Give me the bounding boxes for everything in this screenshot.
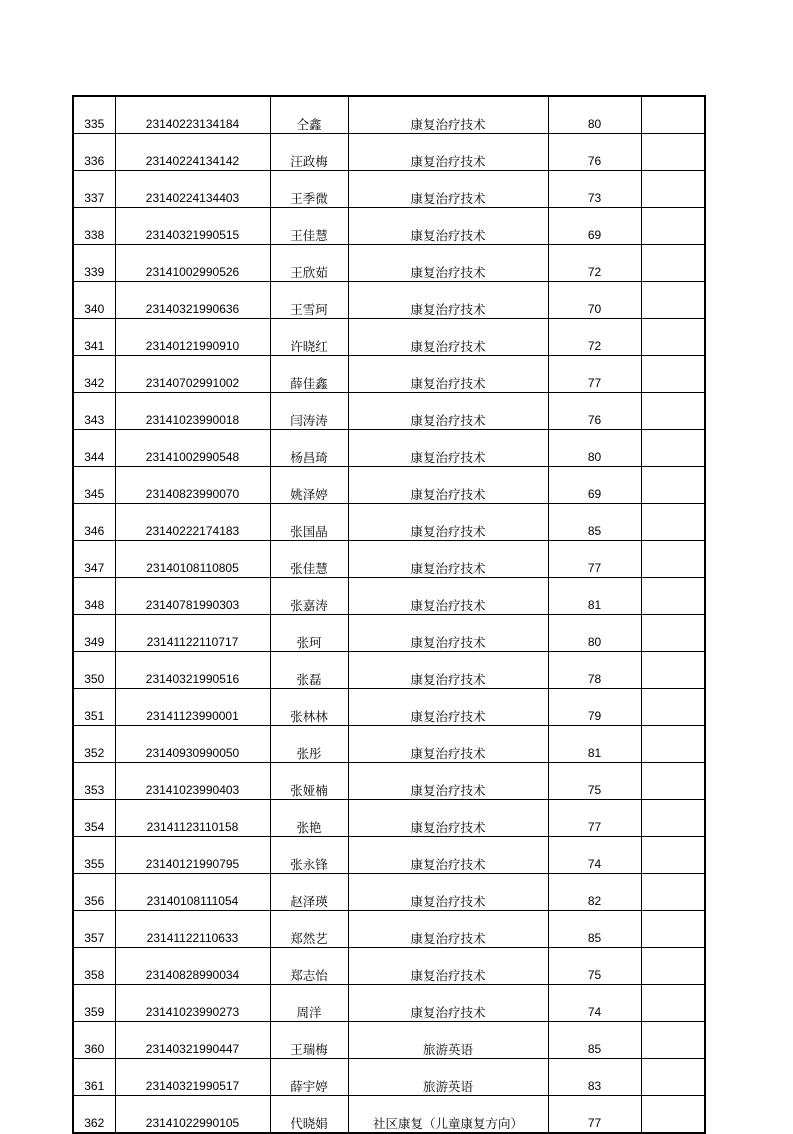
exam-id-cell: 23140108110805 [115,541,270,578]
note-cell [641,171,705,208]
student-name-cell: 王欣茹 [270,245,348,282]
student-name-cell: 闫涛涛 [270,393,348,430]
major-cell: 社区康复（儿童康复方向） [348,1096,548,1134]
student-name-cell: 王瑞梅 [270,1022,348,1059]
table-row [73,356,705,393]
exam-id-cell: 23140121990910 [115,319,270,356]
note-cell [641,282,705,319]
exam-id-cell: 23140108111054 [115,874,270,911]
major-cell: 康复治疗技术 [348,430,548,467]
table-row [73,911,705,948]
score-cell: 74 [548,985,641,1022]
note-cell [641,208,705,245]
exam-id-cell: 23140828990034 [115,948,270,985]
table-row [73,800,705,837]
exam-id-cell: 23140781990303 [115,578,270,615]
score-cell: 80 [548,615,641,652]
table-row [73,726,705,763]
seq-number-cell: 347 [73,541,115,578]
score-cell: 80 [548,430,641,467]
note-cell [641,652,705,689]
note-cell [641,1096,705,1134]
table-row [73,985,705,1022]
table-row [73,652,705,689]
exam-id-cell: 23141122110633 [115,911,270,948]
student-name-cell: 张娅楠 [270,763,348,800]
exam-id-cell: 23141123990001 [115,689,270,726]
score-cell: 82 [548,874,641,911]
major-cell: 康复治疗技术 [348,615,548,652]
note-cell [641,96,705,134]
table-row [73,541,705,578]
note-cell [641,356,705,393]
major-cell: 康复治疗技术 [348,911,548,948]
major-cell: 康复治疗技术 [348,319,548,356]
score-cell: 79 [548,689,641,726]
seq-number-cell: 339 [73,245,115,282]
major-cell: 康复治疗技术 [348,208,548,245]
exam-id-cell: 23141002990526 [115,245,270,282]
table-row [73,467,705,504]
score-cell: 77 [548,541,641,578]
seq-number-cell: 337 [73,171,115,208]
major-cell: 旅游英语 [348,1059,548,1096]
table-row [73,208,705,245]
student-name-cell: 郑志怡 [270,948,348,985]
exam-id-cell: 23140223134184 [115,96,270,134]
note-cell [641,430,705,467]
seq-number-cell: 338 [73,208,115,245]
exam-id-cell: 23141022990105 [115,1096,270,1134]
table-row [73,578,705,615]
table-row [73,134,705,171]
major-cell: 康复治疗技术 [348,541,548,578]
student-name-cell: 薛宇婷 [270,1059,348,1096]
exam-id-cell: 23140321990515 [115,208,270,245]
table-row [73,948,705,985]
seq-number-cell: 357 [73,911,115,948]
score-cell: 85 [548,504,641,541]
score-cell: 77 [548,800,641,837]
score-cell: 69 [548,467,641,504]
major-cell: 康复治疗技术 [348,96,548,134]
table-row [73,245,705,282]
student-name-cell: 张嘉涛 [270,578,348,615]
seq-number-cell: 336 [73,134,115,171]
table-row [73,282,705,319]
note-cell [641,578,705,615]
student-name-cell: 薛佳鑫 [270,356,348,393]
note-cell [641,763,705,800]
student-name-cell: 张佳慧 [270,541,348,578]
student-name-cell: 赵泽瑛 [270,874,348,911]
seq-number-cell: 351 [73,689,115,726]
score-cell: 75 [548,763,641,800]
note-cell [641,393,705,430]
table-row [73,504,705,541]
table-row [73,763,705,800]
seq-number-cell: 353 [73,763,115,800]
score-cell: 83 [548,1059,641,1096]
major-cell: 康复治疗技术 [348,578,548,615]
note-cell [641,948,705,985]
major-cell: 康复治疗技术 [348,985,548,1022]
exam-id-cell: 23140222174183 [115,504,270,541]
major-cell: 康复治疗技术 [348,134,548,171]
seq-number-cell: 349 [73,615,115,652]
table-row [73,393,705,430]
seq-number-cell: 361 [73,1059,115,1096]
seq-number-cell: 346 [73,504,115,541]
major-cell: 康复治疗技术 [348,837,548,874]
score-cell: 72 [548,245,641,282]
student-name-cell: 王佳慧 [270,208,348,245]
student-name-cell: 张永锋 [270,837,348,874]
exam-id-cell: 23140121990795 [115,837,270,874]
student-name-cell: 王季微 [270,171,348,208]
exam-id-cell: 23140823990070 [115,467,270,504]
seq-number-cell: 340 [73,282,115,319]
note-cell [641,837,705,874]
exam-id-cell: 23141023990273 [115,985,270,1022]
score-cell: 73 [548,171,641,208]
table-row [73,837,705,874]
major-cell: 康复治疗技术 [348,171,548,208]
exam-id-cell: 23140930990050 [115,726,270,763]
note-cell [641,319,705,356]
note-cell [641,689,705,726]
score-table [72,95,706,1134]
exam-id-cell: 23140321990516 [115,652,270,689]
exam-id-cell: 23141023990403 [115,763,270,800]
table-row [73,615,705,652]
seq-number-cell: 348 [73,578,115,615]
major-cell: 康复治疗技术 [348,356,548,393]
table-row [73,171,705,208]
score-cell: 77 [548,1096,641,1134]
seq-number-cell: 344 [73,430,115,467]
note-cell [641,874,705,911]
note-cell [641,1059,705,1096]
student-name-cell: 仝鑫 [270,96,348,134]
score-cell: 81 [548,578,641,615]
major-cell: 旅游英语 [348,1022,548,1059]
seq-number-cell: 356 [73,874,115,911]
student-name-cell: 王雪珂 [270,282,348,319]
score-cell: 76 [548,134,641,171]
table-row [73,874,705,911]
score-cell: 85 [548,911,641,948]
note-cell [641,726,705,763]
student-name-cell: 周洋 [270,985,348,1022]
seq-number-cell: 335 [73,96,115,134]
exam-id-cell: 23140321990517 [115,1059,270,1096]
seq-number-cell: 341 [73,319,115,356]
major-cell: 康复治疗技术 [348,504,548,541]
seq-number-cell: 358 [73,948,115,985]
note-cell [641,985,705,1022]
note-cell [641,1022,705,1059]
table-row [73,1059,705,1096]
student-name-cell: 张艳 [270,800,348,837]
student-name-cell: 张珂 [270,615,348,652]
seq-number-cell: 343 [73,393,115,430]
note-cell [641,615,705,652]
table-row [73,1096,705,1134]
table-row [73,1022,705,1059]
note-cell [641,911,705,948]
major-cell: 康复治疗技术 [348,763,548,800]
score-cell: 85 [548,1022,641,1059]
major-cell: 康复治疗技术 [348,726,548,763]
major-cell: 康复治疗技术 [348,689,548,726]
note-cell [641,467,705,504]
seq-number-cell: 354 [73,800,115,837]
seq-number-cell: 362 [73,1096,115,1134]
score-cell: 80 [548,96,641,134]
exam-id-cell: 23141023990018 [115,393,270,430]
note-cell [641,541,705,578]
score-cell: 77 [548,356,641,393]
exam-id-cell: 23140321990636 [115,282,270,319]
major-cell: 康复治疗技术 [348,652,548,689]
student-name-cell: 张磊 [270,652,348,689]
student-name-cell: 许晓红 [270,319,348,356]
score-cell: 72 [548,319,641,356]
major-cell: 康复治疗技术 [348,467,548,504]
score-cell: 76 [548,393,641,430]
major-cell: 康复治疗技术 [348,393,548,430]
exam-id-cell: 23140224134403 [115,171,270,208]
student-name-cell: 姚泽婷 [270,467,348,504]
exam-id-cell: 23141122110717 [115,615,270,652]
exam-id-cell: 23140702991002 [115,356,270,393]
exam-id-cell: 23140224134142 [115,134,270,171]
exam-id-cell: 23141002990548 [115,430,270,467]
note-cell [641,134,705,171]
student-name-cell: 代晓娟 [270,1096,348,1134]
seq-number-cell: 360 [73,1022,115,1059]
student-name-cell: 汪政梅 [270,134,348,171]
score-cell: 74 [548,837,641,874]
score-cell: 81 [548,726,641,763]
score-cell: 69 [548,208,641,245]
score-cell: 70 [548,282,641,319]
table-row [73,689,705,726]
student-name-cell: 郑然艺 [270,911,348,948]
table-row [73,96,705,134]
major-cell: 康复治疗技术 [348,245,548,282]
note-cell [641,800,705,837]
seq-number-cell: 345 [73,467,115,504]
score-cell: 78 [548,652,641,689]
major-cell: 康复治疗技术 [348,282,548,319]
student-name-cell: 杨昌琦 [270,430,348,467]
note-cell [641,245,705,282]
student-name-cell: 张国晶 [270,504,348,541]
student-name-cell: 张彤 [270,726,348,763]
seq-number-cell: 355 [73,837,115,874]
seq-number-cell: 342 [73,356,115,393]
student-name-cell: 张林林 [270,689,348,726]
exam-id-cell: 23141123110158 [115,800,270,837]
seq-number-cell: 359 [73,985,115,1022]
table-row [73,430,705,467]
score-table-body [73,96,705,1133]
score-cell: 75 [548,948,641,985]
major-cell: 康复治疗技术 [348,800,548,837]
seq-number-cell: 352 [73,726,115,763]
note-cell [641,504,705,541]
table-row [73,319,705,356]
major-cell: 康复治疗技术 [348,948,548,985]
seq-number-cell: 350 [73,652,115,689]
exam-id-cell: 23140321990447 [115,1022,270,1059]
major-cell: 康复治疗技术 [348,874,548,911]
